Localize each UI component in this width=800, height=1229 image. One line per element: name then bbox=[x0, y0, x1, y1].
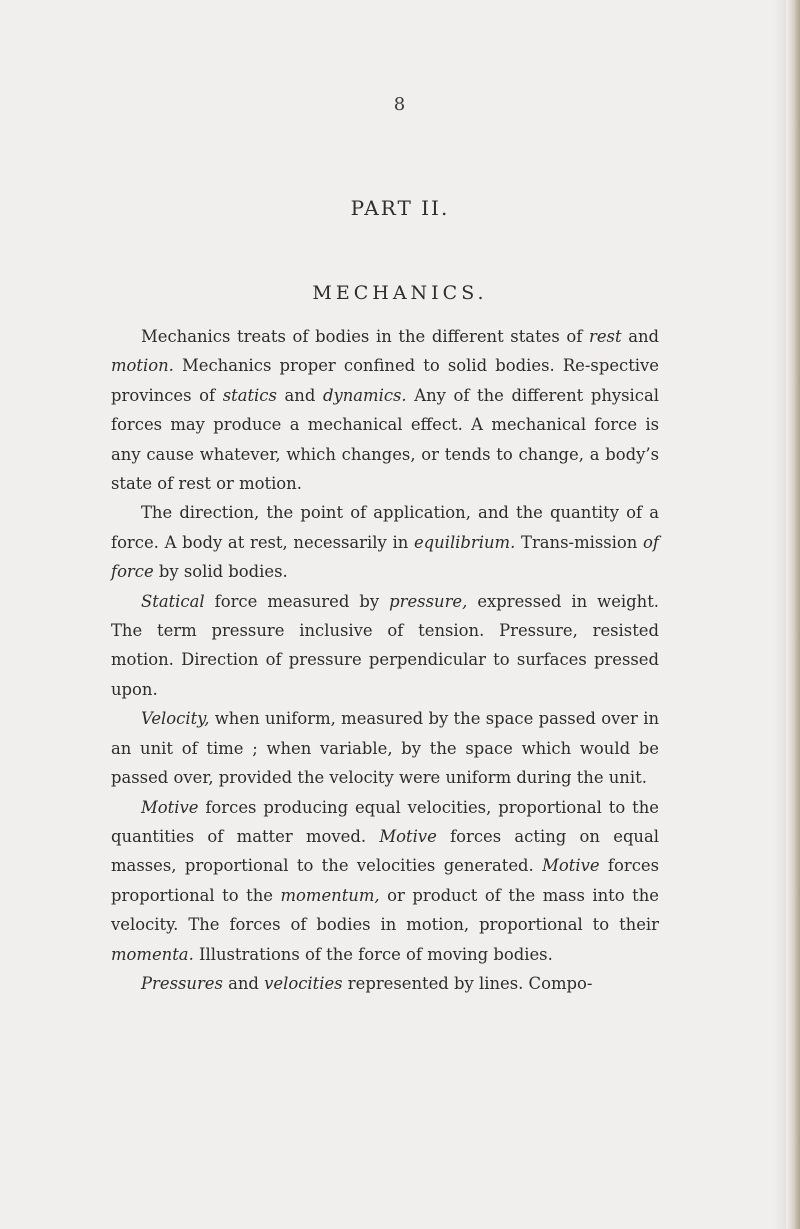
paragraph-motive-forces bbox=[111, 793, 659, 969]
body-text bbox=[111, 322, 659, 998]
text-run: Any of the different physical forces may produce a mechanical effect. A mechanical force is any cause whatever, which changes, or tends to change, a body’s state of rest or motion. bbox=[111, 385, 659, 494]
text-run: Illustrations of the force of moving bodies. bbox=[193, 944, 553, 964]
text-run: force measured by bbox=[204, 591, 390, 611]
text-run: forces acting on equal masses, proportional to the velocities generated. bbox=[111, 826, 660, 876]
text-run: Mechanics treats of bodies in the different states of bbox=[141, 327, 589, 346]
paragraph-definition bbox=[111, 322, 659, 498]
text-run: forces proportional to the bbox=[111, 856, 659, 905]
italic-term: velocities bbox=[264, 973, 343, 993]
text-run: forces producing equal velocities, proportional to the quantities of matter moved. bbox=[111, 797, 659, 846]
italic-term: Statical bbox=[141, 591, 205, 611]
text-run: Mechanics proper confined to solid bodies. Re-spective provinces of bbox=[111, 356, 659, 405]
text-run: Trans-mission bbox=[515, 532, 644, 552]
italic-term: rest bbox=[589, 327, 622, 346]
paragraph-direction bbox=[111, 498, 659, 586]
section-title: MECHANICS. bbox=[312, 282, 488, 304]
text-run: by solid bodies. bbox=[153, 562, 288, 582]
paragraph-velocity bbox=[111, 704, 659, 792]
text-run: represented by lines. Compo- bbox=[342, 973, 593, 993]
text-run: expressed in weight. The term pressure inclusive of tension. Pressure, resisted motion. Direction of pressure perpendicular to surfaces pressed upon. bbox=[111, 591, 659, 699]
italic-term: momenta. bbox=[111, 944, 194, 964]
italic-term: Motive bbox=[542, 856, 600, 876]
italic-term: Velocity, bbox=[141, 709, 210, 729]
italic-term: dynamics. bbox=[322, 385, 407, 405]
text-run: and bbox=[621, 327, 660, 346]
part-title: PART II. bbox=[350, 196, 450, 220]
page-edge bbox=[786, 0, 800, 1229]
text-run: The direction, the point of application, and the quantity of a force. A body at rest, necessarily in bbox=[111, 503, 659, 552]
italic-term: pressure, bbox=[389, 591, 468, 611]
italic-term: Motive bbox=[379, 826, 437, 846]
italic-term: momentum, bbox=[280, 885, 380, 905]
italic-term: motion. bbox=[111, 356, 174, 376]
italic-term: equilibrium. bbox=[413, 532, 516, 552]
italic-term: statics bbox=[222, 385, 277, 405]
paragraph-pressures bbox=[111, 969, 659, 998]
text-run: and bbox=[222, 973, 265, 993]
italic-term: of force bbox=[111, 532, 659, 582]
page-edge-shadow bbox=[774, 0, 786, 1229]
text-run: when uniform, measured by the space passed over in an unit of time ; when variable, by the space which would be passed over, provided the velocity were uniform during the unit. bbox=[111, 709, 659, 788]
paragraph-statical-force bbox=[111, 587, 659, 705]
text-run: and bbox=[276, 385, 323, 405]
text-run: or product of the mass into the velocity. The forces of bodies in motion, proportional to their bbox=[111, 885, 659, 935]
italic-term: Motive bbox=[141, 797, 199, 817]
italic-term: Pressures bbox=[141, 973, 223, 993]
page-number: 8 bbox=[393, 94, 407, 115]
